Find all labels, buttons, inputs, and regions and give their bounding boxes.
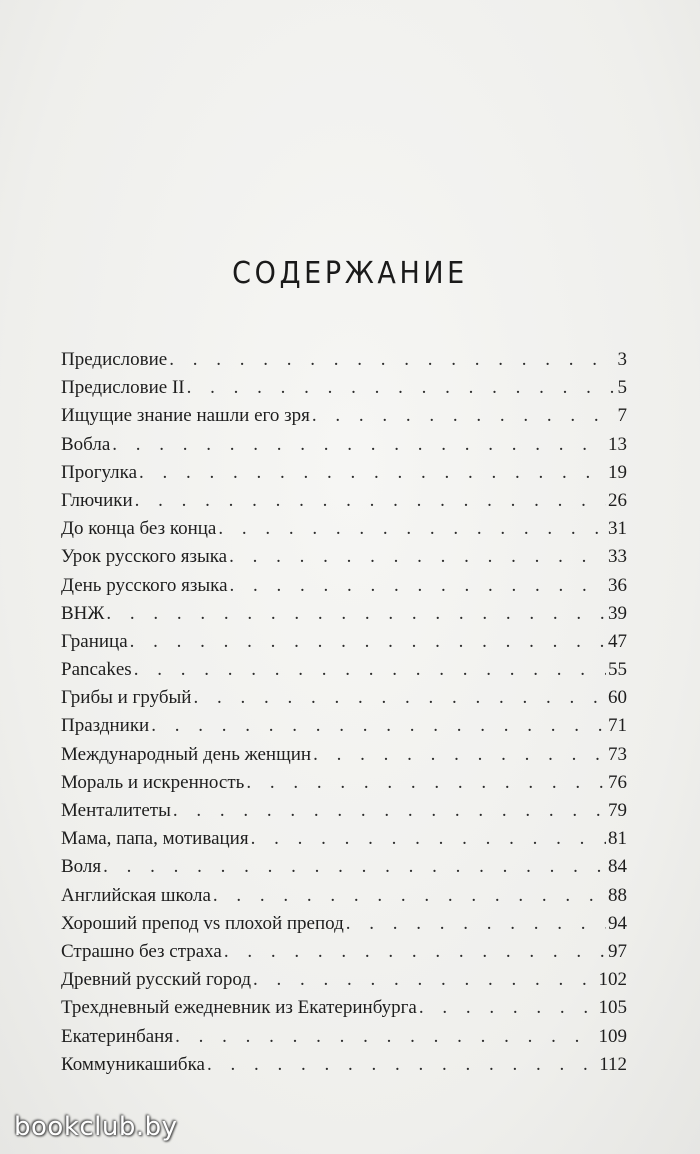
toc-leader-dots (251, 825, 606, 853)
toc-leader-dots (229, 543, 606, 571)
toc-entry (61, 684, 627, 712)
toc-entry-page: 60 (608, 687, 627, 709)
toc-entry-title: Английская школа (61, 884, 211, 906)
toc-leader-dots (312, 402, 616, 430)
toc-entry (61, 431, 627, 459)
toc-entry (61, 346, 627, 374)
toc-entry-title: Менталитеты (61, 800, 171, 821)
toc-leader-dots (218, 515, 606, 543)
toc-entry-page: 47 (608, 630, 627, 652)
toc-leader-dots (134, 656, 606, 684)
toc-entry-page: 109 (598, 1025, 627, 1047)
toc-entry-title: Вобла (61, 433, 111, 455)
toc-entry (61, 882, 627, 910)
toc-entry-page: 79 (608, 800, 627, 821)
toc-leader-dots (139, 459, 606, 487)
page-title: СОДЕРЖАНИЕ (232, 256, 468, 292)
toc-entry (61, 853, 627, 881)
toc-leader-dots (213, 882, 606, 910)
toc-entry-page: 36 (608, 574, 627, 596)
toc-entry-title: Екатеринбаня (61, 1025, 174, 1047)
toc-entry (61, 938, 627, 966)
toc-entry-page: 31 (608, 518, 627, 540)
toc-entry-title: Международный день женщин (61, 743, 312, 765)
toc-entry (61, 741, 627, 769)
toc-leader-dots (207, 1051, 597, 1079)
toc-entry-page: 7 (617, 405, 627, 427)
toc-entry-page: 81 (608, 828, 627, 850)
toc-entry (61, 712, 627, 740)
toc-entry-page: 73 (608, 743, 627, 765)
toc-leader-dots (419, 994, 597, 1022)
toc-entry (61, 994, 627, 1022)
toc-entry (61, 966, 627, 994)
toc-leader-dots (253, 966, 597, 994)
toc-leader-dots (169, 346, 615, 374)
toc-leader-dots (106, 600, 606, 628)
toc-entry-page: 88 (608, 884, 627, 906)
toc-leader-dots (135, 487, 606, 515)
toc-leader-dots (230, 572, 606, 600)
toc-entry-title: Воля (61, 856, 102, 878)
toc-entry-page: 105 (598, 997, 627, 1019)
toc-leader-dots (346, 910, 606, 938)
toc-entry-page: 55 (608, 659, 627, 681)
toc-entry-page: 76 (608, 771, 627, 793)
toc-entry-title: Хороший препод vs плохой препод (61, 912, 344, 934)
toc-entry-page: 13 (608, 433, 627, 455)
toc-entry-page: 97 (608, 940, 627, 962)
toc-entry-page: 5 (617, 377, 627, 399)
toc-entry (61, 487, 627, 515)
table-of-contents (61, 346, 627, 1079)
toc-leader-dots (187, 374, 616, 402)
toc-entry-page: 102 (598, 969, 627, 991)
toc-entry-page: 3 (617, 349, 627, 370)
toc-entry (61, 769, 627, 797)
toc-entry-title: Трехдневный ежедневник из Екатеринбурга (61, 997, 417, 1019)
toc-entry (61, 628, 627, 656)
toc-entry-page: 33 (608, 546, 627, 568)
toc-entry-page: 112 (599, 1053, 627, 1075)
toc-entry-title: Предисловие II (61, 377, 185, 399)
toc-entry-title: Урок русского языка (61, 546, 228, 568)
toc-entry (61, 374, 627, 402)
toc-leader-dots (224, 938, 606, 966)
toc-entry-page: 71 (608, 715, 627, 737)
toc-entry (61, 656, 627, 684)
toc-entry-title: Праздники (61, 715, 150, 737)
toc-entry (61, 825, 627, 853)
toc-leader-dots (151, 712, 606, 740)
toc-entry-page: 19 (608, 461, 627, 483)
toc-entry-page: 94 (608, 912, 627, 934)
toc-leader-dots (103, 853, 606, 881)
toc-entry-title: Мама, папа, мотивация (61, 828, 249, 850)
toc-entry-title: Граница (61, 630, 128, 652)
toc-entry-title: Ищущие знание нашли его зря (61, 405, 310, 427)
toc-entry-page: 84 (608, 856, 627, 878)
toc-entry-page: 39 (608, 602, 627, 624)
toc-entry (61, 402, 627, 430)
toc-entry (61, 910, 627, 938)
toc-entry (61, 1023, 627, 1051)
toc-entry (61, 515, 627, 543)
toc-entry-title: Грибы и грубый (61, 687, 192, 709)
toc-entry (61, 797, 627, 825)
toc-leader-dots (175, 1023, 596, 1051)
toc-entry (61, 543, 627, 571)
toc-entry-title: Pancakes (61, 659, 132, 681)
toc-leader-dots (173, 797, 606, 825)
toc-entry-title: Коммуникашибка (61, 1053, 205, 1075)
toc-leader-dots (112, 431, 606, 459)
toc-entry-title: Мораль и искренность (61, 771, 245, 793)
toc-entry (61, 572, 627, 600)
toc-entry (61, 459, 627, 487)
toc-entry-title: День русского языка (61, 574, 228, 596)
toc-entry-title: Древний русский город (61, 969, 251, 991)
toc-leader-dots (313, 741, 606, 769)
toc-leader-dots (193, 684, 606, 712)
toc-leader-dots (130, 628, 606, 656)
toc-entry-title: Страшно без страха (61, 940, 222, 962)
toc-entry-title: Глючики (61, 489, 133, 511)
toc-entry-title: ВНЖ (61, 602, 105, 624)
toc-entry-title: До конца без конца (61, 518, 217, 540)
toc-entry-title: Прогулка (61, 461, 138, 483)
toc-entry-title: Предисловие (61, 349, 168, 370)
watermark: bookclub.by (14, 1112, 178, 1142)
toc-entry (61, 1051, 627, 1079)
toc-entry-page: 26 (608, 489, 627, 511)
toc-leader-dots (246, 769, 606, 797)
toc-entry (61, 600, 627, 628)
